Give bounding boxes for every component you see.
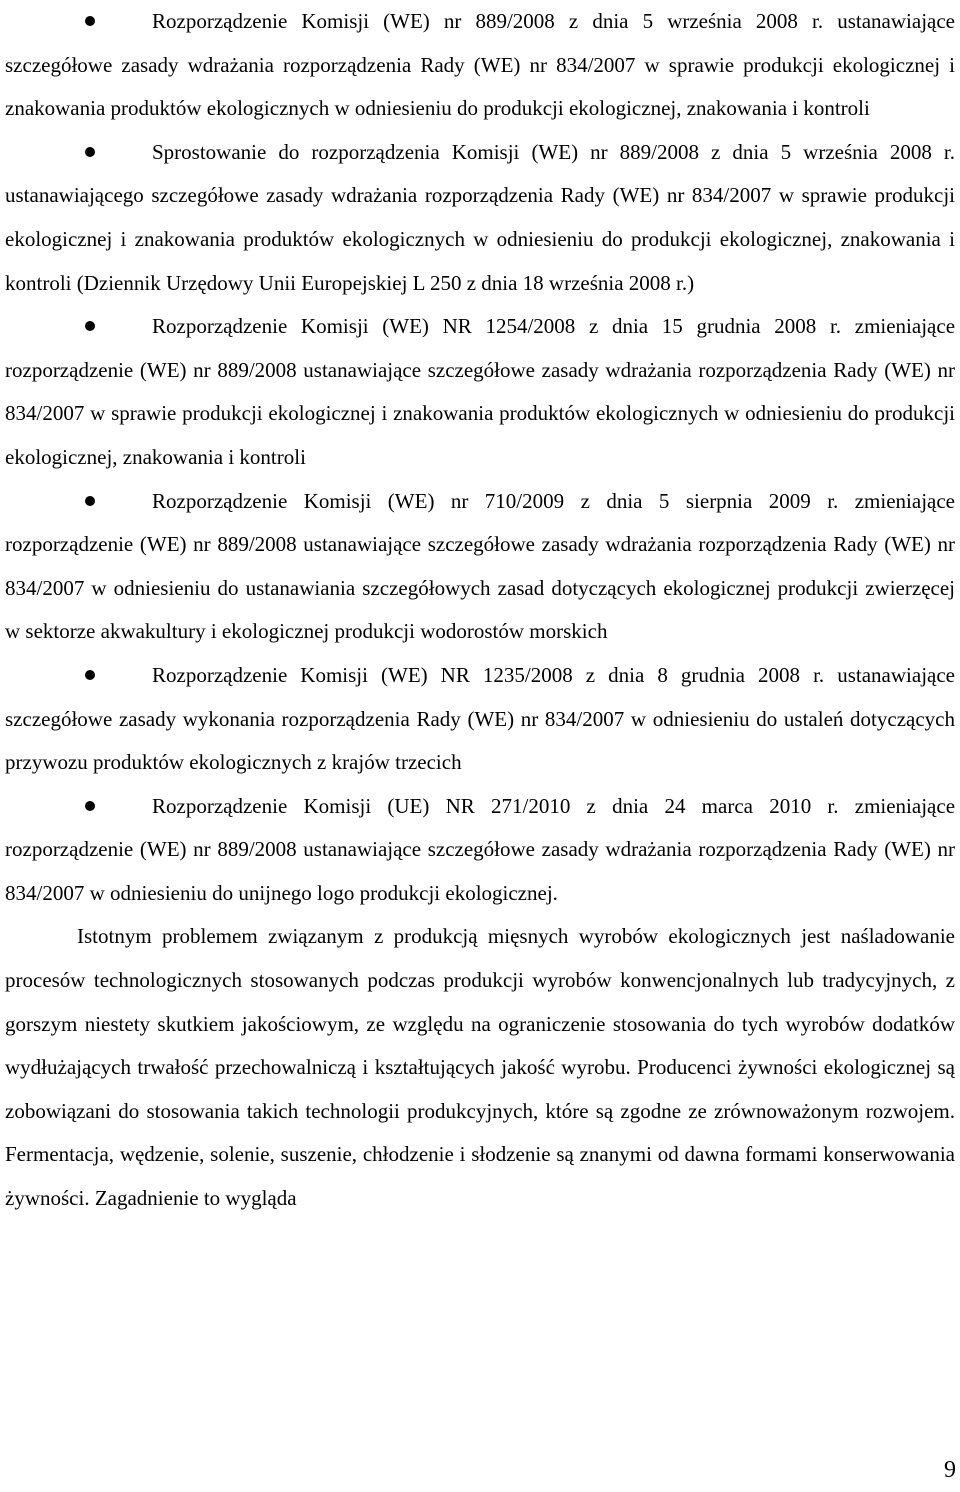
regulation-title: Rozporządzenie Komisji (UE) NR 271/2010 z dnia 24 marca 2010 r. [152,793,839,818]
bullet-icon [85,801,95,811]
regulation-description: zmieniające rozporządzenie (WE) nr 889/2008 ustanawiające szczegółowe zasady wdrażania rozporządzenia Rady (WE) nr 834/2007 w sprawie produkcji ekologicznej i znakowania produktów ekologicznych w odniesieniu do produkcji ekologicznej, znakowania i kontroli [5,314,956,469]
regulation-title: Rozporządzenie Komisji (WE) nr 889/2008 z dnia 5 września 2008 r. [152,9,824,33]
regulation-description: ustanawiające szczegółowe zasady wdrażania rozporządzenia Rady (WE) nr 834/2007 w sprawie produkcji ekologicznej i znakowania produktów ekologicznych w odniesieniu do produkcji ekologicznej, znakowania i kontroli [5,9,955,121]
bullet-icon [85,16,95,26]
regulation-title: Rozporządzenie Komisji (WE) NR 1254/2008 z dnia 15 grudnia 2008 r. [152,314,842,339]
regulation-list-item [5,785,955,916]
bullet-icon [85,147,95,157]
regulation-list-item [5,480,955,654]
regulation-list-item [5,0,955,131]
regulation-description: 2008 r. ustanawiającego szczegółowe zasady wdrażania rozporządzenia Rady (WE) nr 834/2007 w sprawie produkcji ekologicznej i znakowania produktów ekologicznych w odniesieniu do produkcji ekologicznej, znakowania i kontroli (Dziennik Urzędowy Unii Europejskiej L 250 z dnia 18 września 2008 r.) [5,139,956,295]
body-paragraph: Istotnym problemem związanym z produkcją mięsnych wyrobów ekologicznych jest naśladowanie procesów technologicznych stosowanych podczas produkcji wyrobów konwencjonalnych lub tradycyjnych, z gorszym niestety skutkiem jakościowym, ze względu na ograniczenie stosowania do tych wyrobów dodatków wydłużających trwałość przechowalniczą i kształtujących jakość wyrobu. Producenci żywności ekologicznej są zobowiązani do stosowania takich technologii produkcyjnych, które są zgodne ze zrównoważonym rozwojem. Fermentacja, wędzenie, solenie, suszenie, chłodzenie i słodzenie są znanymi od dawna formami konserwowania żywności. Zagadnienie to wygląda [5,924,955,1211]
bullet-icon [85,496,95,506]
page-number: 9 [944,1457,956,1483]
regulation-list-item [5,131,955,305]
bullet-icon [85,670,95,680]
regulation-list-item [5,654,955,785]
regulation-description: zmieniające rozporządzenie (WE) nr 889/2008 ustanawiające szczegółowe zasady wdrażania rozporządzenia Rady (WE) nr 834/2007 w odniesieniu do ustanawiania szczegółowych zasad dotyczących ekologicznej produkcji zwierzęcej w sektorze akwakultury i ekologicznej produkcji wodorostów morskich [5,488,955,644]
regulation-title: Rozporządzenie Komisji (WE) NR 1235/2008 z dnia 8 grudnia 2008 r. [152,662,825,687]
regulation-title: Rozporządzenie Komisji (WE) nr 710/2009 z dnia 5 sierpnia 2009 r. [152,488,839,513]
document-page [5,0,955,1221]
regulation-list-item [5,305,955,479]
regulation-description: zmieniające rozporządzenie (WE) nr 889/2008 ustanawiające szczegółowe zasady wdrażania rozporządzenia Rady (WE) nr 834/2007 w odniesieniu do unijnego logo produkcji ekologicznej. [5,793,956,905]
regulation-description: ustanawiające szczegółowe zasady wykonania rozporządzenia Rady (WE) nr 834/2007 w odniesieniu do ustaleń dotyczących przywozu produktów ekologicznych z krajów trzecich [5,662,955,775]
regulation-title: Sprostowanie do rozporządzenia Komisji (WE) nr 889/2008 z dnia 5 września [152,139,878,164]
